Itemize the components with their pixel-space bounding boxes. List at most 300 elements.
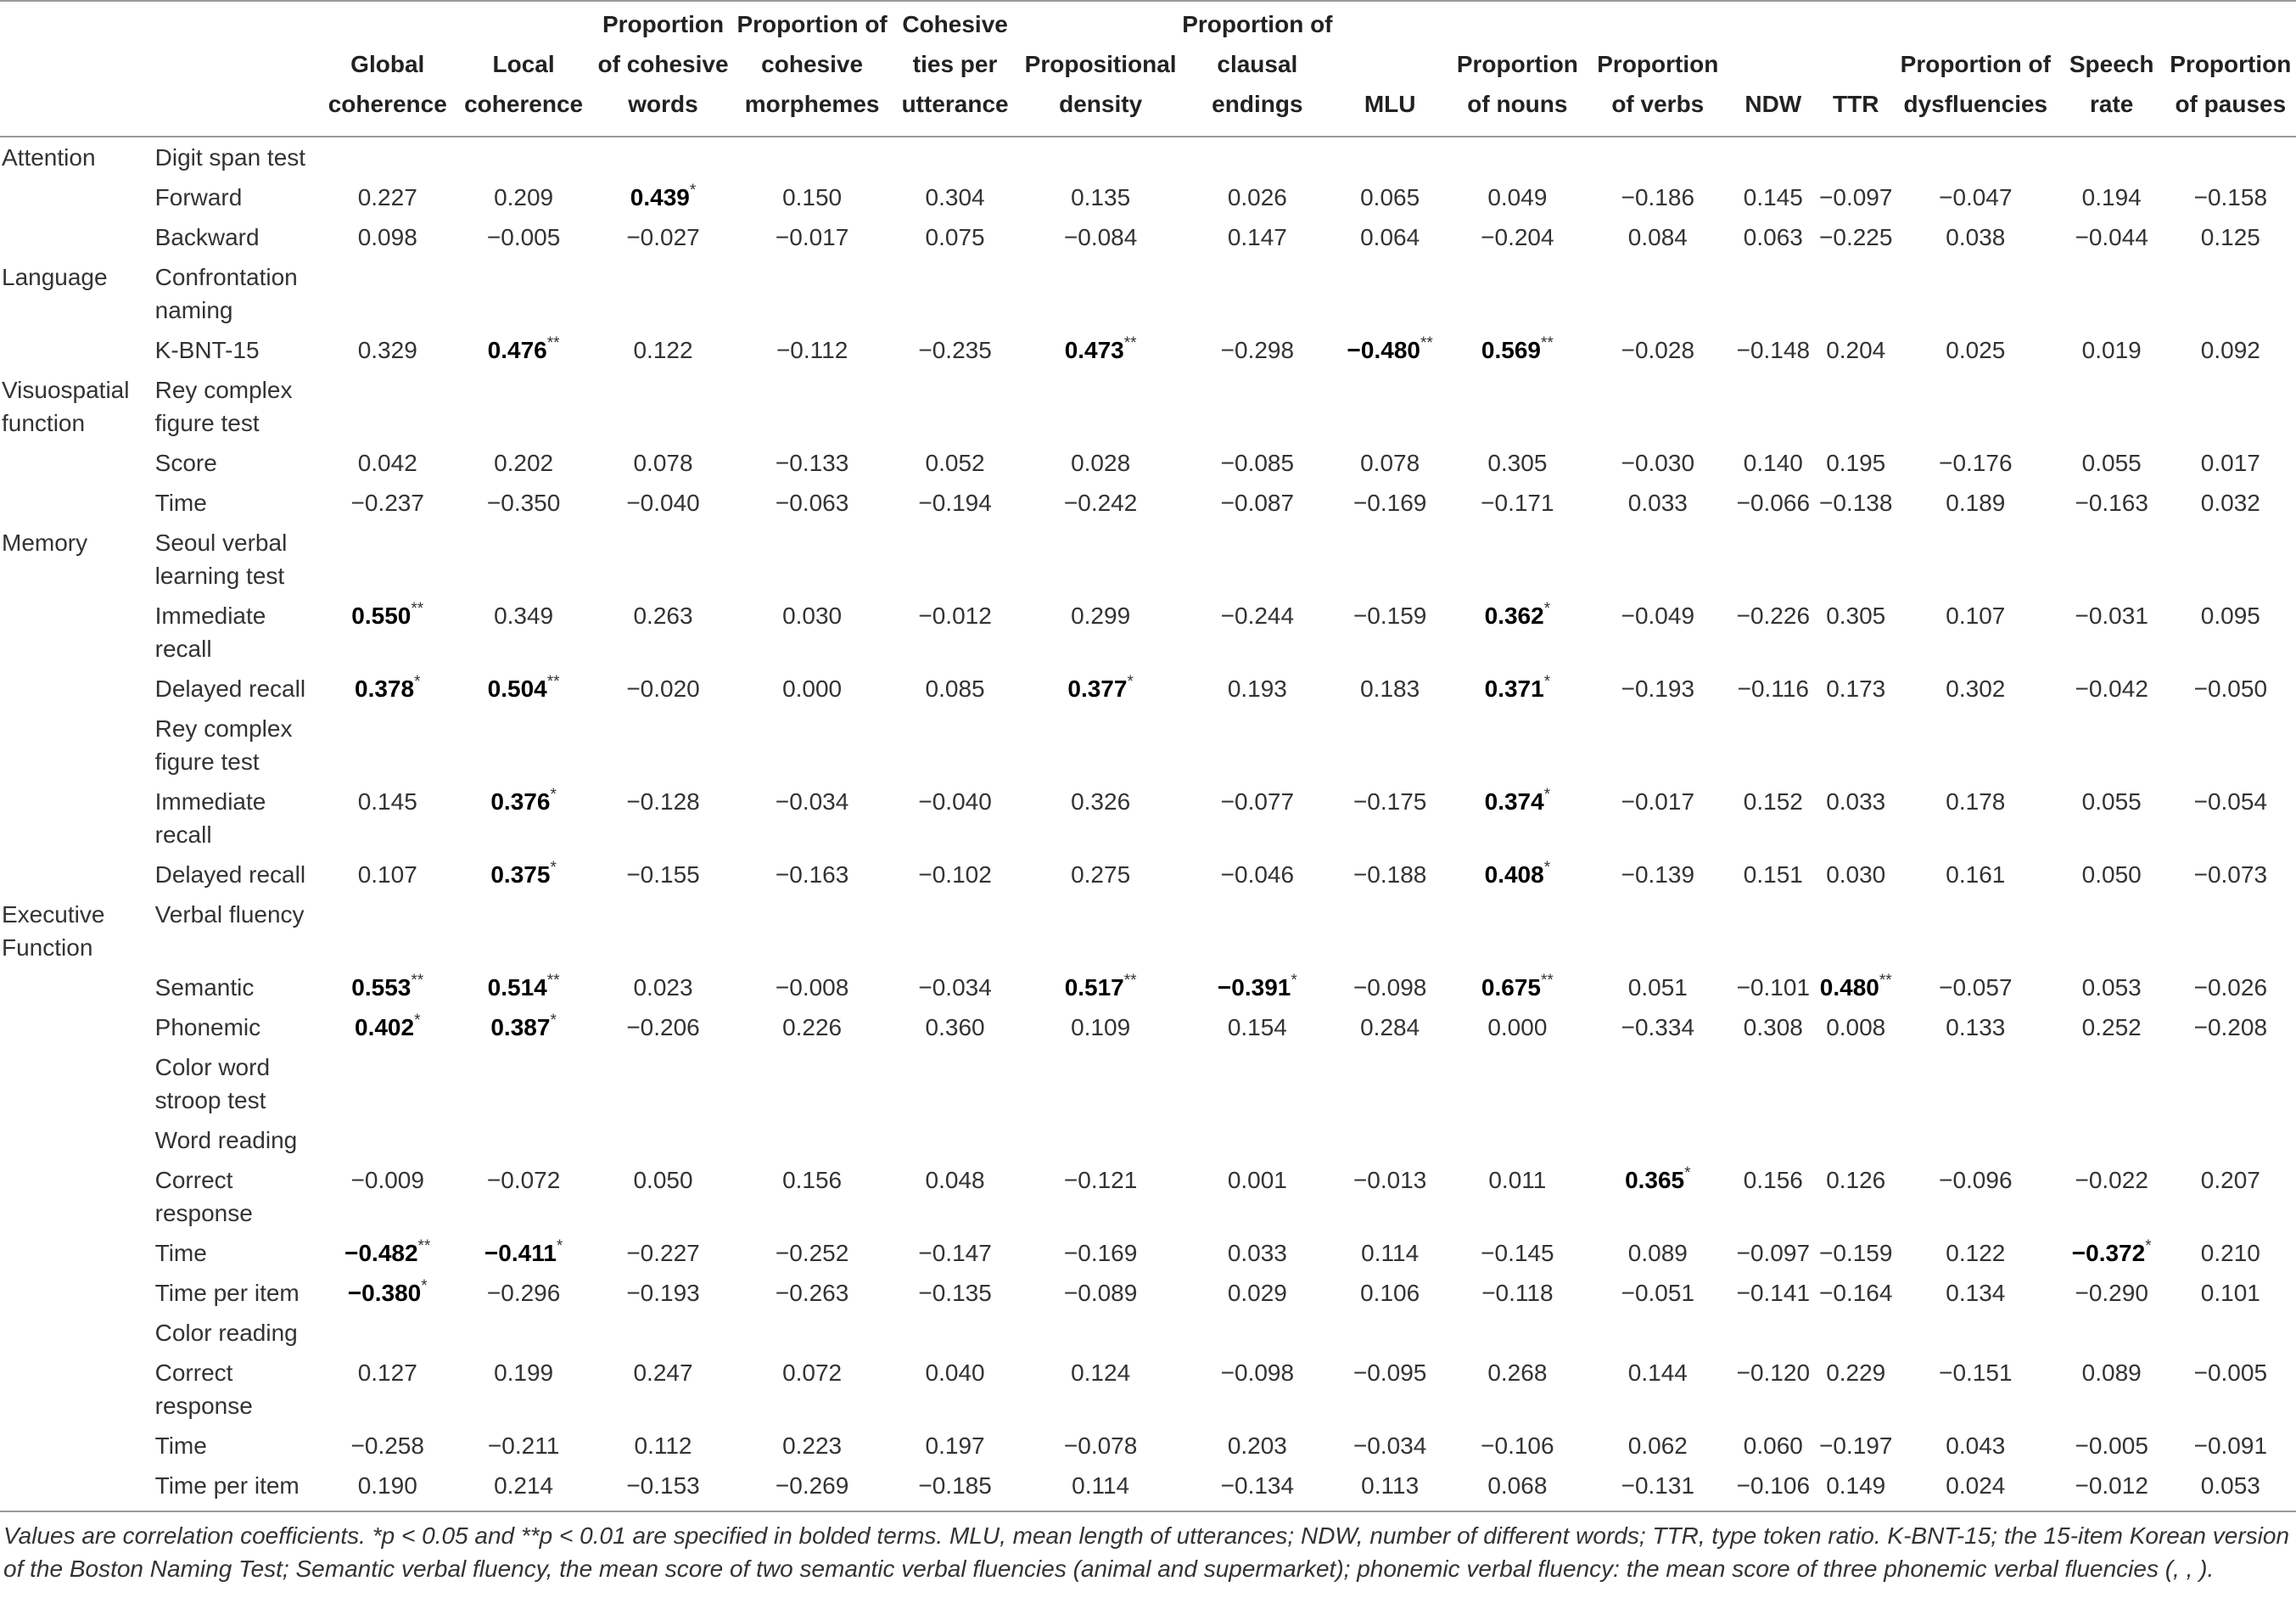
correlation-cell — [1893, 330, 2058, 370]
correlation-value: 0.193 — [1227, 676, 1287, 702]
correlation-cell — [592, 855, 733, 894]
correlation-value: 0.127 — [357, 1360, 417, 1386]
correlation-cell — [1588, 177, 1728, 217]
significance-marker: * — [2145, 1236, 2152, 1255]
correlation-cell — [1020, 967, 1182, 1007]
column-header: Local coherence — [464, 51, 584, 117]
correlation-value: 0.051 — [1627, 974, 1688, 1001]
correlation-cell — [1182, 1233, 1334, 1273]
correlation-cell — [1893, 523, 2058, 596]
row-label: Time — [154, 1432, 207, 1459]
table-row — [0, 1426, 2296, 1466]
correlation-value: −0.027 — [626, 224, 700, 250]
correlation-value: −0.120 — [1736, 1360, 1811, 1386]
correlation-cell — [1819, 1160, 1893, 1233]
correlation-cell — [2165, 1273, 2296, 1313]
significance-marker: * — [421, 1276, 428, 1295]
correlation-cell — [2058, 483, 2165, 523]
correlation-value: 0.402 — [355, 1014, 415, 1040]
correlation-cell — [2058, 1007, 2165, 1047]
correlation-value: −0.106 — [1481, 1432, 1554, 1459]
correlation-cell — [455, 782, 592, 855]
correlation-value: 0.050 — [633, 1167, 693, 1193]
correlation-value: 0.154 — [1227, 1014, 1287, 1040]
correlation-value: 0.227 — [357, 184, 417, 210]
correlation-value: −0.169 — [1352, 490, 1427, 516]
correlation-cell — [321, 1466, 455, 1511]
row-label: Correct response — [154, 1167, 253, 1226]
table-row — [0, 709, 2296, 782]
correlation-value: 0.072 — [782, 1360, 843, 1386]
correlation-value: −0.101 — [1736, 974, 1811, 1001]
correlation-value: −0.237 — [350, 490, 424, 516]
correlation-value: −0.028 — [1621, 337, 1695, 363]
correlation-value: −0.046 — [1220, 861, 1295, 888]
correlation-cell — [1588, 370, 1728, 443]
correlation-cell — [1728, 1047, 1819, 1120]
correlation-cell — [321, 1426, 455, 1466]
correlation-cell — [1333, 1273, 1447, 1313]
correlation-cell — [1447, 596, 1588, 669]
correlation-cell — [1182, 1120, 1334, 1160]
correlation-value: −0.040 — [918, 788, 992, 815]
correlation-value: −0.334 — [1621, 1014, 1695, 1040]
correlation-value: 0.135 — [1071, 184, 1131, 210]
correlation-cell — [1893, 855, 2058, 894]
correlation-value: −0.091 — [2193, 1432, 2268, 1459]
correlation-value: 0.214 — [494, 1472, 554, 1499]
correlation-value: −0.054 — [2193, 788, 2268, 815]
correlation-cell — [1893, 669, 2058, 709]
correlation-cell — [1333, 523, 1447, 596]
correlation-cell — [1588, 217, 1728, 257]
correlation-cell — [1588, 1426, 1728, 1466]
correlation-value: −0.049 — [1621, 603, 1695, 629]
correlation-cell — [2165, 1313, 2296, 1353]
correlation-value: −0.148 — [1736, 337, 1811, 363]
correlation-value: −0.098 — [1352, 974, 1427, 1001]
correlation-cell — [321, 1273, 455, 1313]
correlation-value: 0.107 — [1946, 603, 2006, 629]
correlation-value: −0.057 — [1939, 974, 2013, 1001]
correlation-cell — [734, 782, 891, 855]
correlation-cell — [890, 1233, 1019, 1273]
correlation-cell — [1447, 443, 1588, 483]
correlation-cell — [2165, 894, 2296, 967]
correlation-cell — [1020, 1313, 1182, 1353]
correlation-value: 0.033 — [1826, 788, 1886, 815]
correlation-cell — [1333, 1353, 1447, 1426]
correlation-cell — [2058, 177, 2165, 217]
correlation-value: 0.030 — [782, 603, 843, 629]
correlation-cell — [2165, 1120, 2296, 1160]
correlation-value: −0.193 — [1621, 676, 1695, 702]
correlation-value: 0.032 — [2200, 490, 2260, 516]
correlation-value: 0.378 — [355, 676, 415, 702]
correlation-value: −0.087 — [1220, 490, 1295, 516]
correlation-cell — [1333, 1160, 1447, 1233]
header-row — [0, 1, 2296, 137]
correlation-cell — [890, 1007, 1019, 1047]
correlation-cell — [1020, 1160, 1182, 1233]
row-category: Memory — [2, 530, 88, 556]
correlation-cell — [1728, 1426, 1819, 1466]
significance-marker: * — [1127, 672, 1134, 691]
correlation-value: −0.269 — [775, 1472, 849, 1499]
significance-marker: ** — [417, 1236, 431, 1255]
column-header: Proportion of clausal endings — [1182, 11, 1333, 117]
correlation-cell — [321, 596, 455, 669]
correlation-cell — [1588, 894, 1728, 967]
correlation-cell — [1447, 894, 1588, 967]
correlation-cell — [321, 257, 455, 330]
row-category — [0, 1007, 152, 1047]
correlation-value: 0.114 — [1361, 1240, 1420, 1266]
row-category: Visuospatial function — [2, 377, 130, 436]
correlation-cell — [734, 894, 891, 967]
correlation-cell — [1182, 1466, 1334, 1511]
correlation-cell — [1447, 1007, 1588, 1047]
table-row — [0, 443, 2296, 483]
correlation-value: 0.226 — [782, 1014, 843, 1040]
correlation-cell — [1728, 596, 1819, 669]
correlation-cell — [2165, 523, 2296, 596]
correlation-cell — [1447, 523, 1588, 596]
correlation-cell — [321, 669, 455, 709]
correlation-cell — [455, 855, 592, 894]
row-category — [0, 1273, 152, 1313]
correlation-value: 0.113 — [1361, 1472, 1420, 1499]
row-label: Correct response — [154, 1360, 253, 1419]
correlation-value: −0.188 — [1352, 861, 1427, 888]
correlation-cell — [734, 257, 891, 330]
correlation-cell — [2058, 257, 2165, 330]
correlation-value: −0.072 — [486, 1167, 561, 1193]
correlation-cell — [321, 1233, 455, 1273]
correlation-value: −0.480 — [1347, 337, 1420, 363]
correlation-cell — [1182, 967, 1334, 1007]
correlation-cell — [455, 669, 592, 709]
correlation-value: −0.171 — [1481, 490, 1554, 516]
correlation-cell — [1893, 967, 2058, 1007]
correlation-cell — [2165, 855, 2296, 894]
significance-marker: ** — [546, 334, 560, 352]
correlation-cell — [734, 1233, 891, 1273]
correlation-value: 0.349 — [494, 603, 554, 629]
correlation-cell — [592, 483, 733, 523]
table-row — [0, 1273, 2296, 1313]
correlation-cell — [2165, 177, 2296, 217]
correlation-cell — [1333, 370, 1447, 443]
table-row — [0, 1313, 2296, 1353]
correlation-cell — [1893, 1273, 2058, 1313]
row-category — [0, 217, 152, 257]
correlation-value: −0.155 — [626, 861, 700, 888]
correlation-cell — [592, 1047, 733, 1120]
correlation-cell — [2058, 330, 2165, 370]
correlation-cell — [592, 1273, 733, 1313]
correlation-cell — [455, 523, 592, 596]
correlation-cell — [1819, 523, 1893, 596]
significance-marker: ** — [1123, 971, 1137, 990]
correlation-cell — [1182, 137, 1334, 177]
correlation-cell — [890, 855, 1019, 894]
correlation-value: −0.139 — [1621, 861, 1695, 888]
correlation-cell — [890, 709, 1019, 782]
table-row — [0, 483, 2296, 523]
table-footnote: Values are correlation coefficients. *p < 0.05 and **p < 0.01 are specified in bolded terms. MLU, mean length of utterances; NDW, number of different words; TTR, type token ratio. K-BNT-15; the 15-item Korean version of the Boston Naming Test; Semantic verbal fluency, the mean score of two semantic verbal fluencies (animal and supermarket); phonemic verbal fluency: the mean score of three phonemic verbal fluencies (, , ). — [3, 1522, 2290, 1582]
correlation-cell — [455, 217, 592, 257]
correlation-value: 0.109 — [1071, 1014, 1131, 1040]
column-header: Proportion of cohesive morphemes — [736, 11, 888, 117]
correlation-cell — [321, 967, 455, 1007]
correlation-cell — [1728, 1160, 1819, 1233]
correlation-cell — [1819, 483, 1893, 523]
correlation-value: −0.227 — [626, 1240, 700, 1266]
correlation-value: 0.092 — [2200, 337, 2260, 363]
correlation-value: 0.029 — [1227, 1280, 1287, 1306]
table-row — [0, 1120, 2296, 1160]
correlation-cell — [455, 330, 592, 370]
correlation-cell — [1182, 483, 1334, 523]
correlation-value: 0.190 — [357, 1472, 417, 1499]
correlation-value: −0.005 — [2075, 1432, 2148, 1459]
correlation-cell — [734, 217, 891, 257]
correlation-cell — [1182, 1273, 1334, 1313]
correlation-cell — [455, 1353, 592, 1426]
correlation-cell — [1333, 1120, 1447, 1160]
correlation-value: −0.242 — [1063, 490, 1138, 516]
row-category — [0, 1466, 152, 1511]
correlation-value: 0.078 — [1360, 450, 1420, 476]
correlation-cell — [1728, 709, 1819, 782]
correlation-cell — [1182, 782, 1334, 855]
correlation-cell — [1182, 1047, 1334, 1120]
correlation-cell — [890, 137, 1019, 177]
correlation-value: −0.085 — [1220, 450, 1295, 476]
correlation-cell — [321, 330, 455, 370]
correlation-cell — [1819, 1273, 1893, 1313]
correlation-cell — [1020, 782, 1182, 855]
correlation-cell — [890, 217, 1019, 257]
correlation-value: −0.009 — [350, 1167, 424, 1193]
correlation-value: 0.514 — [487, 974, 547, 1001]
correlation-value: 0.084 — [1627, 224, 1688, 250]
column-header: Proportion of cohesive words — [597, 11, 729, 117]
correlation-cell — [455, 596, 592, 669]
row-category — [0, 443, 152, 483]
correlation-value: −0.084 — [1063, 224, 1138, 250]
correlation-cell — [734, 1120, 891, 1160]
correlation-cell — [592, 894, 733, 967]
correlation-value: 0.028 — [1071, 450, 1131, 476]
column-header: Propositional density — [1024, 51, 1177, 117]
row-category — [0, 709, 152, 782]
correlation-cell — [592, 1353, 733, 1426]
correlation-value: −0.158 — [2193, 184, 2268, 210]
correlation-cell — [1020, 1466, 1182, 1511]
correlation-value: 0.173 — [1826, 676, 1886, 702]
correlation-value: 0.202 — [494, 450, 554, 476]
correlation-cell — [2165, 257, 2296, 330]
correlation-cell — [890, 1047, 1019, 1120]
correlation-value: −0.013 — [1352, 1167, 1427, 1193]
correlation-cell — [592, 967, 733, 1007]
correlation-value: 0.263 — [633, 603, 693, 629]
correlation-cell — [1893, 894, 2058, 967]
correlation-cell — [592, 370, 733, 443]
correlation-value: −0.153 — [626, 1472, 700, 1499]
correlation-value: 0.308 — [1743, 1014, 1803, 1040]
correlation-value: −0.141 — [1736, 1280, 1811, 1306]
correlation-value: −0.372 — [2071, 1240, 2146, 1266]
correlation-cell — [1333, 330, 1447, 370]
correlation-cell — [2165, 443, 2296, 483]
correlation-cell — [890, 330, 1019, 370]
correlation-value: 0.062 — [1627, 1432, 1688, 1459]
correlation-cell — [1588, 330, 1728, 370]
correlation-cell — [1020, 257, 1182, 330]
correlation-cell — [592, 1160, 733, 1233]
correlation-cell — [1893, 1160, 2058, 1233]
row-label: Color word stroop test — [154, 1054, 271, 1113]
table-row — [0, 894, 2296, 967]
significance-marker: * — [556, 1236, 563, 1255]
correlation-cell — [2165, 1160, 2296, 1233]
correlation-cell — [455, 894, 592, 967]
correlation-value: 0.064 — [1360, 224, 1420, 250]
correlation-value: −0.102 — [918, 861, 992, 888]
table-body — [0, 137, 2296, 1511]
correlation-cell — [1333, 483, 1447, 523]
correlation-cell — [1728, 177, 1819, 217]
correlation-cell — [1447, 967, 1588, 1007]
correlation-cell — [1728, 257, 1819, 330]
correlation-cell — [1182, 523, 1334, 596]
correlation-value: 0.019 — [2081, 337, 2142, 363]
correlation-cell — [455, 1313, 592, 1353]
correlation-cell — [1728, 669, 1819, 709]
table-row — [0, 1466, 2296, 1511]
correlation-cell — [1447, 1466, 1588, 1511]
correlation-cell — [734, 523, 891, 596]
correlation-cell — [2165, 217, 2296, 257]
correlation-cell — [455, 443, 592, 483]
correlation-cell — [2058, 1426, 2165, 1466]
correlation-cell — [1333, 1426, 1447, 1466]
correlation-cell — [592, 1466, 733, 1511]
correlation-value: −0.235 — [918, 337, 992, 363]
correlation-value: 0.376 — [490, 788, 551, 815]
correlation-cell — [1893, 596, 2058, 669]
correlation-cell — [1333, 782, 1447, 855]
correlation-cell — [734, 330, 891, 370]
correlation-cell — [2165, 1233, 2296, 1273]
correlation-cell — [1819, 1466, 1893, 1511]
correlation-cell — [2165, 1047, 2296, 1120]
correlation-cell — [321, 1047, 455, 1120]
correlation-value: 0.140 — [1743, 450, 1803, 476]
correlation-value: 0.305 — [1487, 450, 1548, 476]
row-category: Language — [2, 264, 108, 290]
correlation-cell — [1893, 370, 2058, 443]
correlation-value: 0.145 — [1743, 184, 1803, 210]
correlation-value: −0.163 — [2075, 490, 2148, 516]
correlation-value: 0.050 — [2081, 861, 2142, 888]
correlation-cell — [2058, 137, 2165, 177]
correlation-cell — [2058, 523, 2165, 596]
correlation-value: 0.055 — [2081, 788, 2142, 815]
correlation-cell — [592, 217, 733, 257]
column-header: Proportion of verbs — [1597, 51, 1719, 117]
correlation-value: −0.226 — [1736, 603, 1811, 629]
correlation-value: 0.001 — [1227, 1167, 1287, 1193]
correlation-value: −0.185 — [918, 1472, 992, 1499]
correlation-value: −0.030 — [1621, 450, 1695, 476]
significance-marker: * — [1543, 672, 1551, 691]
correlation-cell — [1728, 1353, 1819, 1426]
correlation-value: 0.302 — [1946, 676, 2006, 702]
table-row — [0, 596, 2296, 669]
correlation-cell — [1333, 1233, 1447, 1273]
correlation-value: 0.329 — [357, 337, 417, 363]
correlation-cell — [321, 217, 455, 257]
correlation-cell — [1588, 483, 1728, 523]
correlation-cell — [890, 257, 1019, 330]
correlation-cell — [1728, 137, 1819, 177]
correlation-cell — [592, 1120, 733, 1160]
correlation-cell — [1447, 1353, 1588, 1426]
table-row — [0, 1160, 2296, 1233]
correlation-cell — [2165, 1426, 2296, 1466]
correlation-cell — [890, 967, 1019, 1007]
correlation-value: 0.150 — [782, 184, 843, 210]
correlation-cell — [1020, 1426, 1182, 1466]
correlation-value: −0.034 — [918, 974, 992, 1001]
correlation-value: 0.124 — [1071, 1360, 1131, 1386]
correlation-cell — [1447, 709, 1588, 782]
correlation-cell — [321, 894, 455, 967]
correlation-cell — [1447, 1120, 1588, 1160]
correlation-cell — [1447, 669, 1588, 709]
correlation-value: 0.038 — [1946, 224, 2006, 250]
correlation-value: 0.151 — [1743, 861, 1803, 888]
correlation-cell — [592, 1313, 733, 1353]
correlation-value: 0.569 — [1481, 337, 1541, 363]
correlation-value: 0.387 — [490, 1014, 551, 1040]
correlation-cell — [455, 1007, 592, 1047]
significance-marker: * — [1543, 785, 1551, 804]
correlation-cell — [890, 894, 1019, 967]
correlation-value: 0.011 — [1488, 1167, 1547, 1193]
correlation-cell — [2058, 1466, 2165, 1511]
correlation-value: −0.263 — [775, 1280, 849, 1306]
correlation-value: 0.030 — [1826, 861, 1886, 888]
header-category — [0, 1, 152, 137]
correlation-cell — [1819, 137, 1893, 177]
correlation-cell — [1333, 596, 1447, 669]
row-label: Rey complex figure test — [154, 377, 293, 436]
correlation-value: −0.044 — [2075, 224, 2148, 250]
row-category — [0, 669, 152, 709]
correlation-value: −0.026 — [2193, 974, 2268, 1001]
correlation-cell — [455, 1233, 592, 1273]
correlation-cell — [1333, 443, 1447, 483]
correlation-value: 0.439 — [630, 184, 690, 210]
correlation-cell — [734, 669, 891, 709]
correlation-value: 0.040 — [925, 1360, 985, 1386]
correlation-cell — [890, 483, 1019, 523]
